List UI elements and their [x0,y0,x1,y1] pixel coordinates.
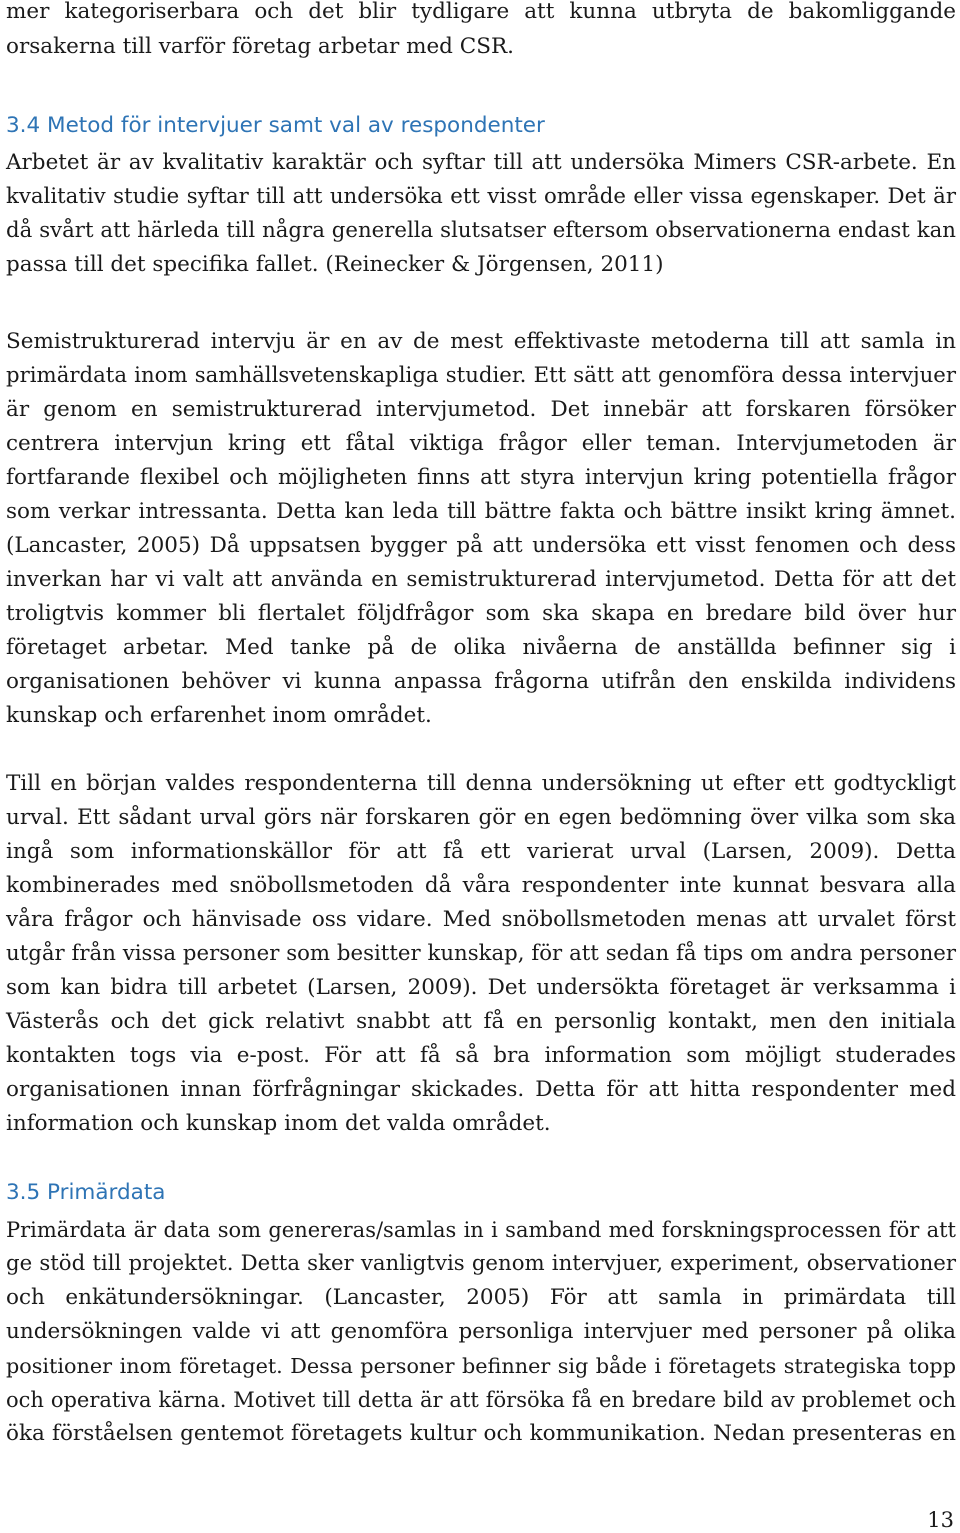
text-line: kontakten togs via e-post. För att få så bra information som möjligt studerades [6,1043,956,1068]
text-line: (Lancaster, 2005) Då uppsatsen bygger på att undersöka ett visst fenomen och dess [6,533,956,558]
text-line: som verkar intressanta. Detta kan leda till bättre fakta och bättre insikt kring ämnet. [6,499,956,524]
section-heading-3-5: 3.5 Primärdata [6,1180,166,1205]
text-line: orsakerna till varför företag arbetar med CSR. [6,34,514,59]
text-line: och operativa kärna. Motivet till detta är att försöka få en bredare bild av problemet och [6,1388,956,1412]
text-line: urval. Ett sådant urval görs när forskaren gör en egen bedömning över vilka som ska [6,805,956,830]
text-line: Arbetet är av kvalitativ karaktär och syftar till att undersöka Mimers CSR-arbete. En [6,150,956,175]
text-line: primärdata inom samhällsvetenskapliga studier. Ett sätt att genomföra dessa intervjuer [6,363,956,388]
text-line: Semistrukturerad intervju är en av de mest effektivaste metoderna till att samla in [6,329,956,354]
text-line: fortfarande flexibel och möjligheten finns att styra intervjun kring potentiella frågor [6,465,956,490]
text-line: organisationen innan förfrågningar skickades. Detta för att hitta respondenter med [6,1077,956,1102]
text-line: centrera intervjun kring ett fåtal viktiga frågor eller teman. Intervjumetoden är [6,431,956,456]
text-line: då svårt att härleda till några generella slutsatser eftersom observationerna endast kan [6,218,956,243]
text-line: ingå som informationskällor för att få ett varierat urval (Larsen, 2009). Detta [6,839,956,864]
text-line: är genom en semistrukturerad intervjumetod. Det innebär att forskaren försöker [6,397,956,422]
text-line: Till en början valdes respondenterna till denna undersökning ut efter ett godtyckligt [6,771,956,796]
text-line: och enkätundersökningar. (Lancaster, 2005) För att samla in primärdata till [6,1285,956,1310]
text-line: kunskap och erfarenhet inom området. [6,703,432,728]
text-line: inverkan har vi valt att använda en semistrukturerad intervjumetod. Detta för att det [6,567,956,592]
page-number: 13 [927,1508,954,1532]
text-line: öka förståelsen gentemot företagets kultur och kommunikation. Nedan presenteras en [6,1421,956,1446]
text-line: kvalitativ studie syftar till att undersöka ett visst område eller vissa egenskaper. Det är [6,184,956,209]
text-line: passa till det specifika fallet. (Reinecker & Jörgensen, 2011) [6,252,664,277]
text-line: organisationen behöver vi kunna anpassa frågorna utifrån den enskilda individens [6,669,956,694]
text-line: undersökningen valde vi att genomföra personliga intervjuer med personer på olika [6,1319,956,1344]
text-line: positioner inom företaget. Dessa personer befinner sig både i företagets strategiska topp [6,1354,956,1378]
text-line: information och kunskap inom det valda området. [6,1111,551,1136]
text-line: mer kategoriserbara och det blir tydligare att kunna utbryta de bakomliggande [6,0,956,24]
text-line: Västerås och det gick relativt snabbt att få en personlig kontakt, men den initiala [6,1009,956,1034]
section-heading-3-4: 3.4 Metod för intervjuer samt val av respondenter [6,113,545,138]
text-line: företaget arbetar. Med tanke på de olika nivåerna de anställda befinner sig i [6,635,956,660]
text-line: som kan bidra till arbetet (Larsen, 2009). Det undersökta företaget är verksamma i [6,975,956,1000]
text-line: våra frågor och hänvisade oss vidare. Med snöbollsmetoden menas att urvalet först [6,907,956,932]
text-line: kombinerades med snöbollsmetoden då våra respondenter inte kunnat besvara alla [6,873,956,898]
text-line: ge stöd till projektet. Detta sker vanligtvis genom intervjuer, experiment, observationer [6,1251,956,1276]
text-line: troligtvis kommer bli flertalet följdfrågor som ska skapa en bredare bild över hur [6,601,956,626]
text-line: utgår från vissa personer som besitter kunskap, för att sedan få tips om andra personer [6,941,956,966]
text-line: Primärdata är data som genereras/samlas in i samband med forskningsprocessen för att [6,1218,956,1242]
